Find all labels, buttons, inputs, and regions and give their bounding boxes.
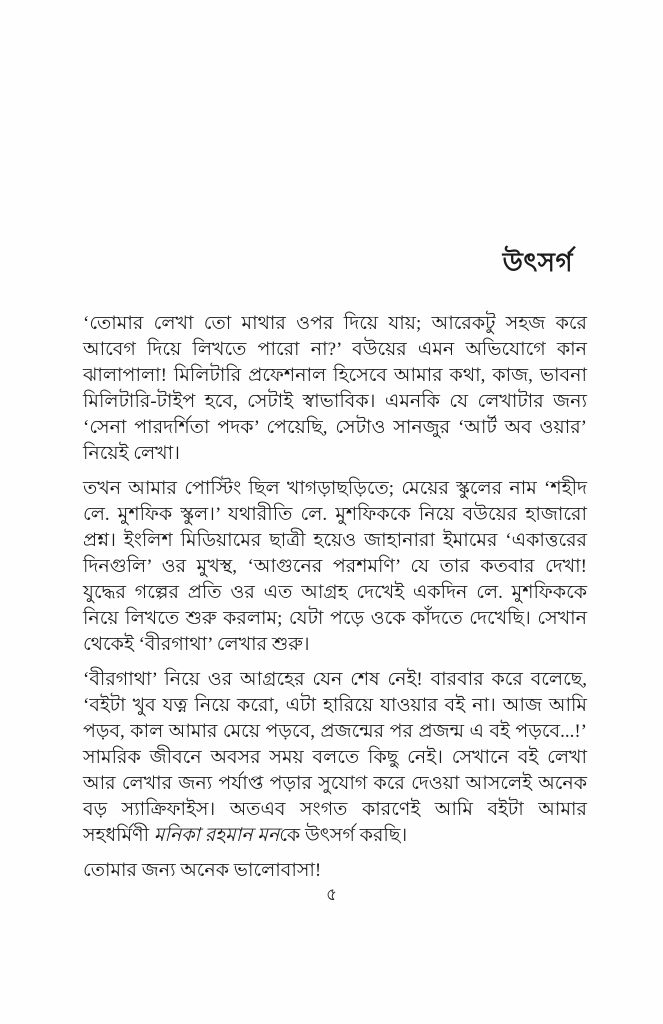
closing-line: তোমার জন্য অনেক ভালোবাসা! <box>83 860 322 881</box>
paragraph-1: ‘তোমার লেখা তো মাথার ওপর দিয়ে যায়; আরেকটু সহজ করে আবেগ দিয়ে লিখতে পারো না?’ বউয়ের এমন অভিযোগে কান ঝালাপালা! মিলিটারি প্রফেশনাল হিসেবে আমার কথা, কাজ, ভাবনা মিলিটারি-টাইপ হবে, সেটাই স্বাভাবিক। এমনকি যে লেখাটার জন্য ‘সেনা পারদর্শিতা পদক’ পেয়েছি, সেটাও সানজুর ‘আর্ট অব ওয়ার’ নিয়েই লেখা। <box>83 313 587 464</box>
paragraph-3 <box>83 667 587 849</box>
paragraph-2: তখন আমার পোস্টিং ছিল খাগড়াছড়িতে; মেয়ের স্কুলের নাম ‘শহীদ লে. মুশফিক স্কুল।’ যথারীতি লে. মুশফিককে নিয়ে বউয়ের হাজারো প্রশ্ন। ইংলিশ মিডিয়ামের ছাত্রী হয়েও জাহানারা ইমামের ‘একাত্তরের দিনগুলি’ ওর মুখস্থ, ‘আগুনের পরশমণি’ যে তার কতবার দেখা! যুদ্ধের গল্পের প্রতি ওর এত আগ্রহ দেখেই একদিন লে. মুশফিককে নিয়ে লিখতে শুরু করলাম; যেটা পড়ে ওকে কাঁদতে দেখেছি। সেখান থেকেই ‘বীরগাথা’ লেখার শুরু। <box>83 478 587 655</box>
dedication-text-after: কে উৎসর্গ করছি। <box>279 825 408 846</box>
dedication-text-before: ‘বীরগাথা’ নিয়ে ওর আগ্রহের যেন শেষ নেই! বারবার করে বলেছে, ‘বইটা খুব যত্ন নিয়ে করো, এটা হারিয়ে যাওয়ার বই না। আজ আমি পড়ব, কাল আমার মেয়ে পড়বে, প্রজন্মের পর প্রজন্ম এ বই পড়বে...!’ সামরিক জীবনে অবসর সময় বলতে কিছু নেই। সেখানে বই লেখা আর লেখার জন্য পর্যাপ্ত পড়ার সুযোগ করে দেওয়া আসলেই অনেক বড় স্যাক্রিফাইস। অতএব সংগত কারণেই আমি বইটা আমার সহধর্মিণী <box>83 669 587 846</box>
dedicatee-name: মনিকা রহমান মন <box>153 825 280 846</box>
page-number: ৫ <box>325 885 338 904</box>
page-title: উৎসর্গ <box>502 248 573 277</box>
